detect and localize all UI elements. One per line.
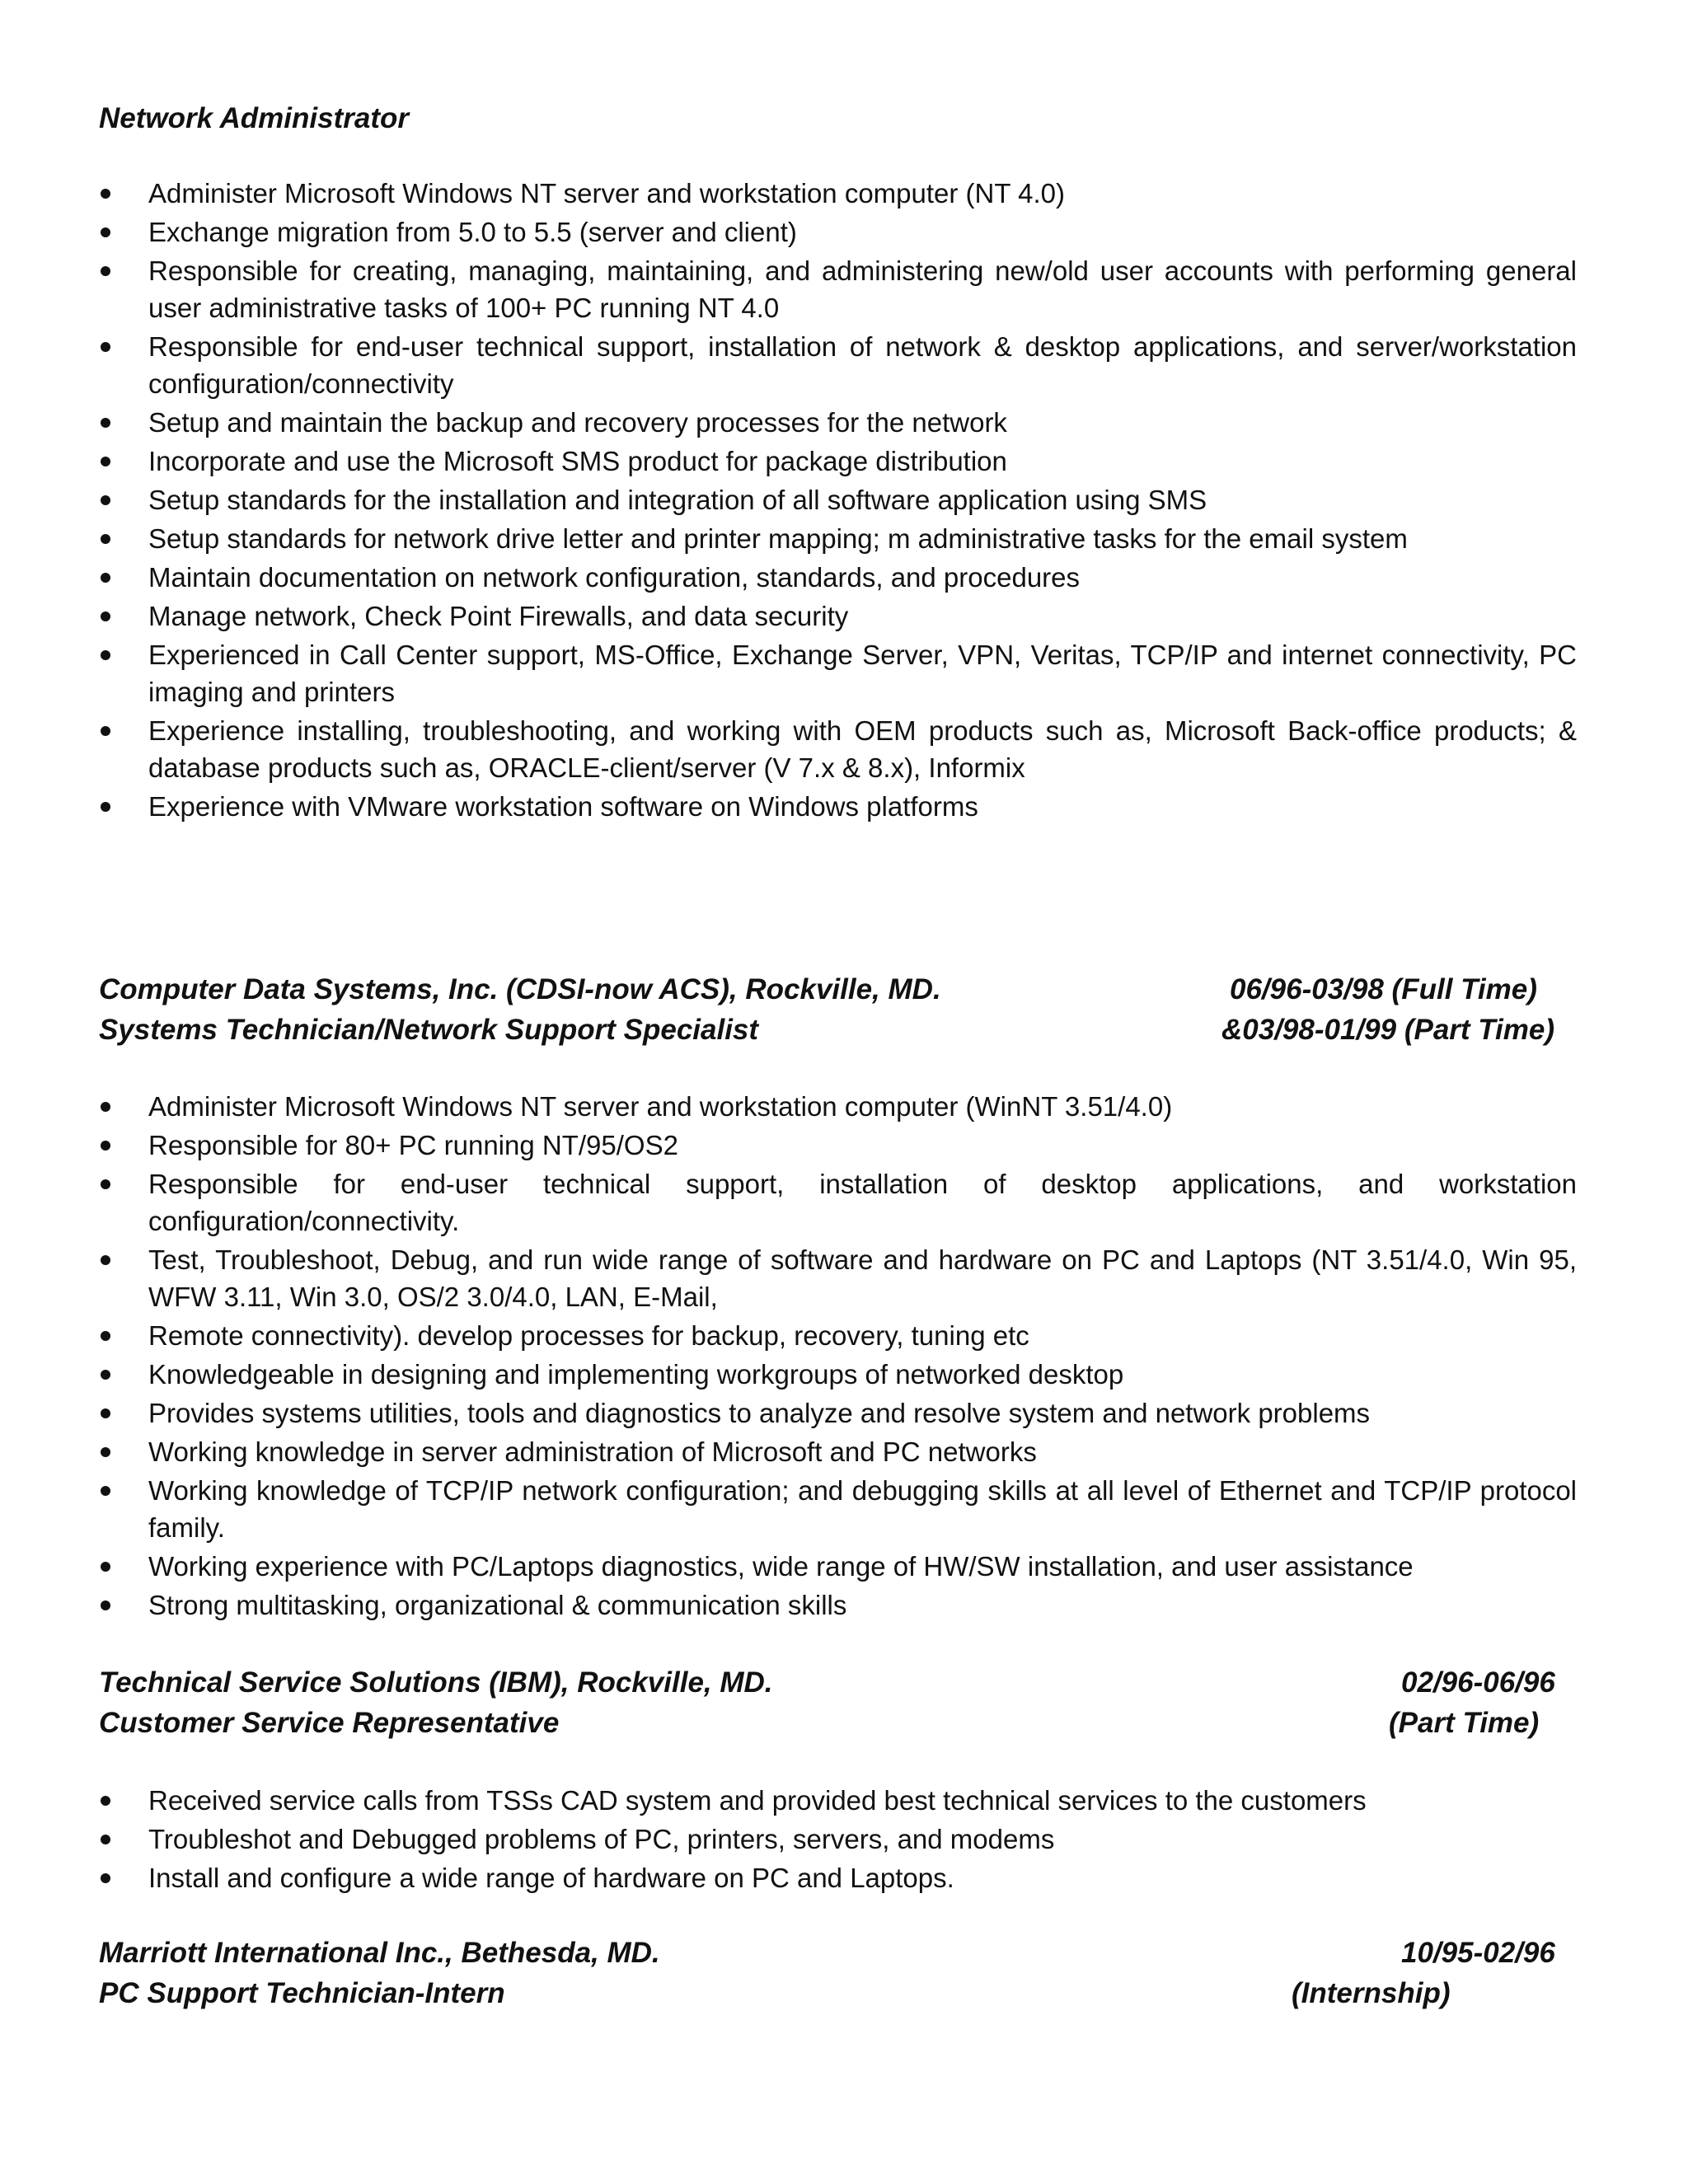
bullet-icon — [101, 1447, 110, 1457]
bullet-icon — [101, 418, 110, 428]
bullet-icon — [101, 266, 110, 276]
bullet-icon — [101, 573, 110, 583]
bullet-icon — [101, 1331, 110, 1341]
position-bullet-list — [99, 175, 1577, 827]
bullet-icon — [101, 726, 110, 736]
job-bullet-list — [99, 1088, 1577, 1625]
list-item: Setup and maintain the backup and recovery processes for the network — [99, 404, 1577, 441]
list-item: Remote connectivity). develop processes for backup, recovery, tuning etc — [99, 1317, 1577, 1354]
list-item: Experience with VMware workstation software on Windows platforms — [99, 788, 1577, 825]
bullet-icon — [101, 534, 110, 544]
list-item: Setup standards for network drive letter and printer mapping; m administrative tasks for the email system — [99, 520, 1577, 557]
bullet-icon — [101, 1796, 110, 1806]
list-item: Experience installing, troubleshooting, and working with OEM products such as, Microsoft Back-office products; & database products such as, ORACLE-client/server (V 7.x & 8.x), Informix — [99, 712, 1577, 786]
list-item: Received service calls from TSSs CAD system and provided best technical services to the customers — [99, 1782, 1577, 1819]
job-company: Technical Service Solutions (IBM), Rockville, MD. — [99, 1666, 773, 1699]
list-item: Responsible for creating, managing, maintaining, and administering new/old user accounts with performing general user administrative tasks of 100+ PC running NT 4.0 — [99, 252, 1577, 326]
bullet-icon — [101, 227, 110, 237]
job-dates: 10/95-02/96 — [1401, 1937, 1555, 1969]
bullet-icon — [101, 342, 110, 352]
bullet-icon — [101, 1562, 110, 1572]
bullet-icon — [101, 802, 110, 812]
bullet-icon — [101, 1141, 110, 1151]
bullet-icon — [101, 650, 110, 660]
list-item: Exchange migration from 5.0 to 5.5 (server and client) — [99, 213, 1577, 251]
position-title: Network Administrator — [99, 102, 409, 134]
job-role: Customer Service Representative — [99, 1707, 560, 1739]
job-role: Systems Technician/Network Support Specialist — [99, 1014, 759, 1046]
bullet-icon — [101, 1102, 110, 1112]
bullet-icon — [101, 1873, 110, 1883]
job-dates: 06/96-03/98 (Full Time) — [1230, 973, 1537, 1005]
bullet-icon — [101, 457, 110, 466]
list-item: Incorporate and use the Microsoft SMS product for package distribution — [99, 443, 1577, 480]
bullet-icon — [101, 495, 110, 505]
bullet-icon — [101, 1835, 110, 1844]
job-dates-secondary: &03/98-01/99 (Part Time) — [1221, 1014, 1555, 1046]
list-item: Troubleshot and Debugged problems of PC, printers, servers, and modems — [99, 1821, 1577, 1858]
bullet-icon — [101, 189, 110, 199]
list-item: Experienced in Call Center support, MS-Office, Exchange Server, VPN, Veritas, TCP/IP and internet connectivity, PC imaging and printers — [99, 636, 1577, 710]
bullet-icon — [101, 1179, 110, 1189]
list-item: Knowledgeable in designing and implementing workgroups of networked desktop — [99, 1356, 1577, 1393]
job-company: Marriott International Inc., Bethesda, MD. — [99, 1937, 660, 1969]
list-item: Setup standards for the installation and integration of all software application using SMS — [99, 481, 1577, 518]
job-dates: 02/96-06/96 — [1401, 1666, 1555, 1699]
list-item: Administer Microsoft Windows NT server and workstation computer (NT 4.0) — [99, 175, 1577, 212]
list-item: Responsible for end-user technical support, installation of network & desktop applications, and server/workstation configuration/connectivity — [99, 328, 1577, 402]
bullet-icon — [101, 1408, 110, 1418]
bullet-icon — [101, 1486, 110, 1496]
list-item: Working knowledge in server administration of Microsoft and PC networks — [99, 1433, 1577, 1470]
job-role: PC Support Technician-Intern — [99, 1977, 505, 2009]
job-company: Computer Data Systems, Inc. (CDSI-now ACS), Rockville, MD. — [99, 973, 941, 1005]
list-item: Provides systems utilities, tools and diagnostics to analyze and resolve system and network problems — [99, 1394, 1577, 1432]
list-item: Responsible for 80+ PC running NT/95/OS2 — [99, 1127, 1577, 1164]
list-item: Strong multitasking, organizational & communication skills — [99, 1586, 1577, 1624]
bullet-icon — [101, 1601, 110, 1610]
bullet-icon — [101, 1255, 110, 1265]
list-item: Manage network, Check Point Firewalls, and data security — [99, 598, 1577, 635]
job-dates-secondary: (Internship) — [1292, 1977, 1451, 2009]
list-item: Working knowledge of TCP/IP network configuration; and debugging skills at all level of Ethernet and TCP/IP protocol family. — [99, 1472, 1577, 1546]
bullet-icon — [101, 1370, 110, 1380]
job-bullet-list — [99, 1782, 1577, 1898]
list-item: Administer Microsoft Windows NT server and workstation computer (WinNT 3.51/4.0) — [99, 1088, 1577, 1125]
list-item: Working experience with PC/Laptops diagnostics, wide range of HW/SW installation, and user assistance — [99, 1548, 1577, 1585]
job-dates-secondary: (Part Time) — [1389, 1707, 1540, 1739]
list-item: Test, Troubleshoot, Debug, and run wide range of software and hardware on PC and Laptops (NT 3.51/4.0, Win 95, WFW 3.11, Win 3.0, OS/2 3.0/4.0, LAN, E-Mail, — [99, 1241, 1577, 1315]
list-item: Install and configure a wide range of hardware on PC and Laptops. — [99, 1859, 1577, 1896]
list-item: Responsible for end-user technical support, installation of desktop applications, and workstation configuration/connectivity. — [99, 1165, 1577, 1240]
list-item: Maintain documentation on network configuration, standards, and procedures — [99, 559, 1577, 596]
bullet-icon — [101, 612, 110, 621]
